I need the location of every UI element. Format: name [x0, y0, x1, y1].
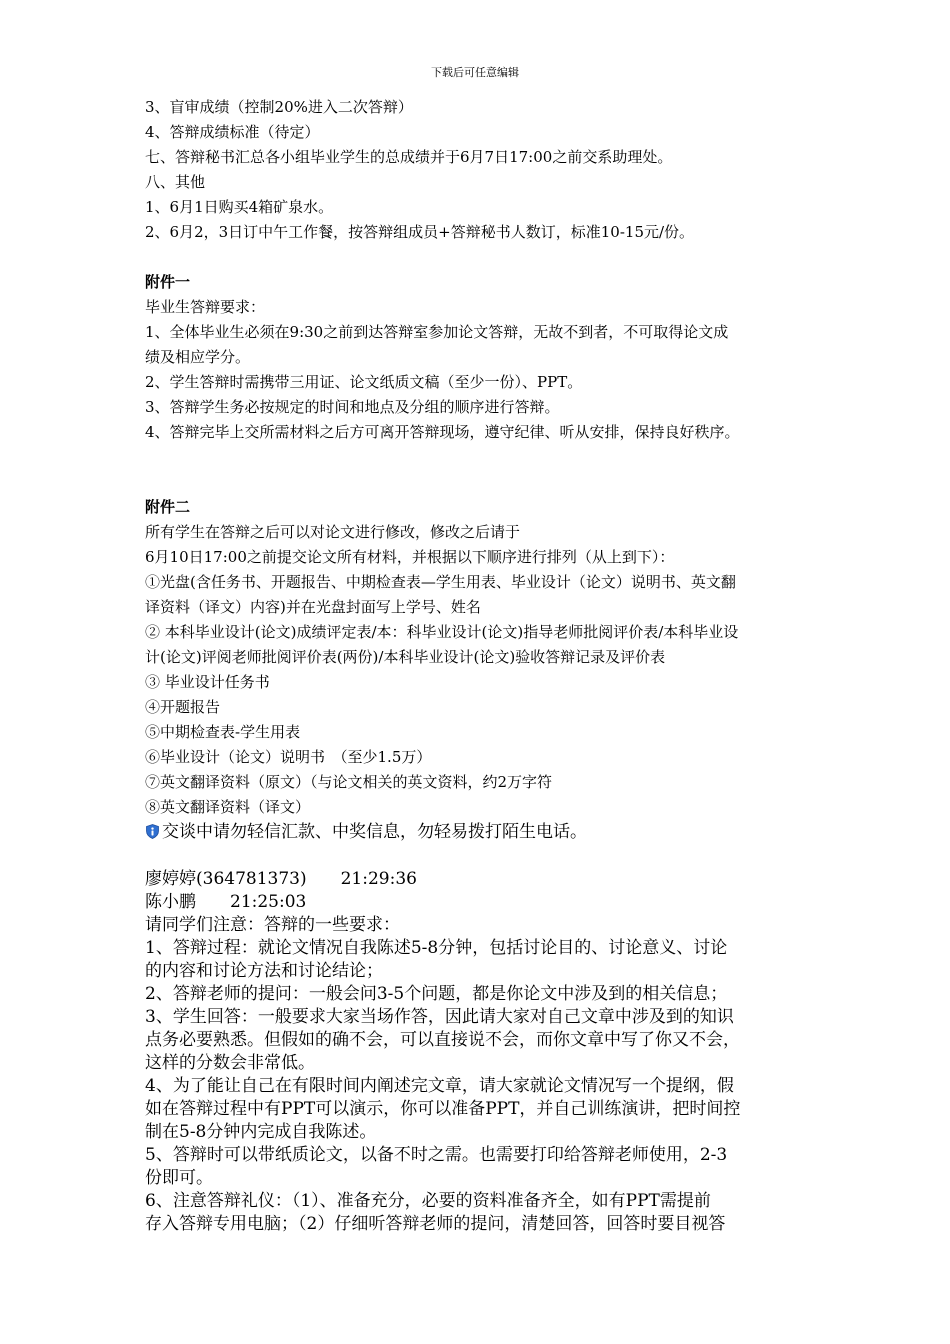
text-line: ② 本科毕业设计(论文)成绩评定表/本：科毕业设计(论文)指导老师批阅评价表/本科毕业设	[145, 623, 739, 641]
chat-message-line: 6、注意答辩礼仪：（1）、准备充分，必要的资料准备齐全，如有PPT需提前	[145, 1191, 711, 1211]
chat-message-line: 点务必要熟悉。但假如的确不会，可以直接说不会，而你文章中写了你又不会，	[145, 1030, 740, 1050]
chat-message-line: 2、答辩老师的提问：一般会问3-5个问题，都是你论文中涉及到的相关信息；	[145, 984, 728, 1004]
text-line: 计(论文)评阅老师批阅评价表(两份)/本科毕业设计(论文)验收答辩记录及评价表	[145, 648, 666, 666]
text-line: ⑦英文翻译资料（原文）（与论文相关的英文资料，约2万字符	[145, 773, 553, 791]
text-line: 七、答辩秘书汇总各小组毕业学生的总成绩并于6月7日17:00之前交系助理处。	[145, 148, 673, 166]
chat-message-line: 存入答辩专用电脑；（2）仔细听答辩老师的提问，清楚回答，回答时要目视答	[145, 1214, 726, 1234]
text-line: ⑧英文翻译资料（译文）	[145, 798, 311, 816]
chat-message-line: 制在5-8分钟内完成自我陈述。	[145, 1122, 377, 1142]
text-line: ⑤中期检查表-学生用表	[145, 723, 301, 741]
text-line: 八、其他	[145, 173, 206, 191]
chat-log	[145, 868, 810, 1236]
text-line: 1、全体毕业生必须在9:30之前到达答辩室参加论文答辩，无故不到者，不可取得论文成	[145, 323, 729, 341]
text-line: 2、6月2，3日订中午工作餐，按答辩组成员+答辩秘书人数订，标准10-15元/份。	[145, 223, 695, 241]
chat-sender-line: 廖婷婷(364781373) 21:29:36	[145, 869, 417, 889]
chat-sender-line: 陈小鹏 21:25:03	[145, 892, 307, 912]
section-part1	[145, 95, 810, 245]
text-line: ①光盘(含任务书、开题报告、中期检查表—学生用表、毕业设计（论文）说明书、英文翻	[145, 573, 736, 591]
text-line: 4、答辩完毕上交所需材料之后方可离开答辩现场，遵守纪律、听从安排，保持良好秩序。	[145, 423, 740, 441]
attachment1-title: 附件一	[145, 273, 191, 291]
text-line: ③ 毕业设计任务书	[145, 673, 270, 691]
chat-message-line: 5、答辩时可以带纸质论文，以备不时之需。也需要打印给答辩老师使用，2-3	[145, 1145, 728, 1165]
text-line: 3、盲审成绩（控制20%进入二次答辩）	[145, 98, 413, 116]
chat-message-line: 的内容和讨论方法和讨论结论；	[145, 961, 383, 981]
chat-message-line: 这样的分数会非常低。	[145, 1053, 315, 1073]
text-line: 4、答辩成绩标准（待定）	[145, 123, 320, 141]
chat-message-line: 请同学们注意：答辩的一些要求：	[145, 915, 400, 935]
text-line: 1、6月1日购买4箱矿泉水。	[145, 198, 334, 216]
text-line: ④开题报告	[145, 698, 221, 716]
section-attachment2	[145, 495, 810, 820]
chat-message-line: 1、答辩过程：就论文情况自我陈述5-8分钟，包括讨论目的、讨论意义、讨论	[145, 938, 728, 958]
text-line: ⑥毕业设计（论文）说明书 （至少1.5万）	[145, 748, 432, 766]
text-line: 2、学生答辩时需携带三用证、论文纸质文稿（至少一份）、PPT。	[145, 373, 583, 391]
security-notice-text: 交谈中请勿轻信汇款、中奖信息，勿轻易拨打陌生电话。	[162, 822, 587, 842]
section-attachment1	[145, 270, 810, 445]
text-line: 毕业生答辩要求：	[145, 298, 266, 316]
document-body	[145, 95, 810, 1236]
text-line: 6月10日17:00之前提交论文所有材料，并根据以下顺序进行排列（从上到下）：	[145, 548, 675, 566]
attachment2-title: 附件二	[145, 498, 191, 516]
chat-message-line: 如在答辩过程中有PPT可以演示，你可以准备PPT，并自己训练演讲，把时间控	[145, 1099, 741, 1119]
text-line: 3、答辩学生务必按规定的时间和地点及分组的顺序进行答辩。	[145, 398, 560, 416]
chat-message-line: 3、学生回答：一般要求大家当场作答，因此请大家对自己文章中涉及到的知识	[145, 1007, 734, 1027]
chat-message-line: 份即可。	[145, 1168, 213, 1188]
info-shield-icon	[145, 822, 160, 837]
security-notice	[145, 820, 810, 844]
chat-message-line: 4、为了能让自己在有限时间内阐述完文章，请大家就论文情况写一个提纲，假	[145, 1076, 734, 1096]
text-line: 所有学生在答辩之后可以对论文进行修改，修改之后请于	[145, 523, 521, 541]
text-line: 译资料（译文）内容)并在光盘封面写上学号、姓名	[145, 598, 481, 616]
text-line: 绩及相应学分。	[145, 348, 251, 366]
page-header: 下载后可任意编辑	[431, 66, 519, 79]
